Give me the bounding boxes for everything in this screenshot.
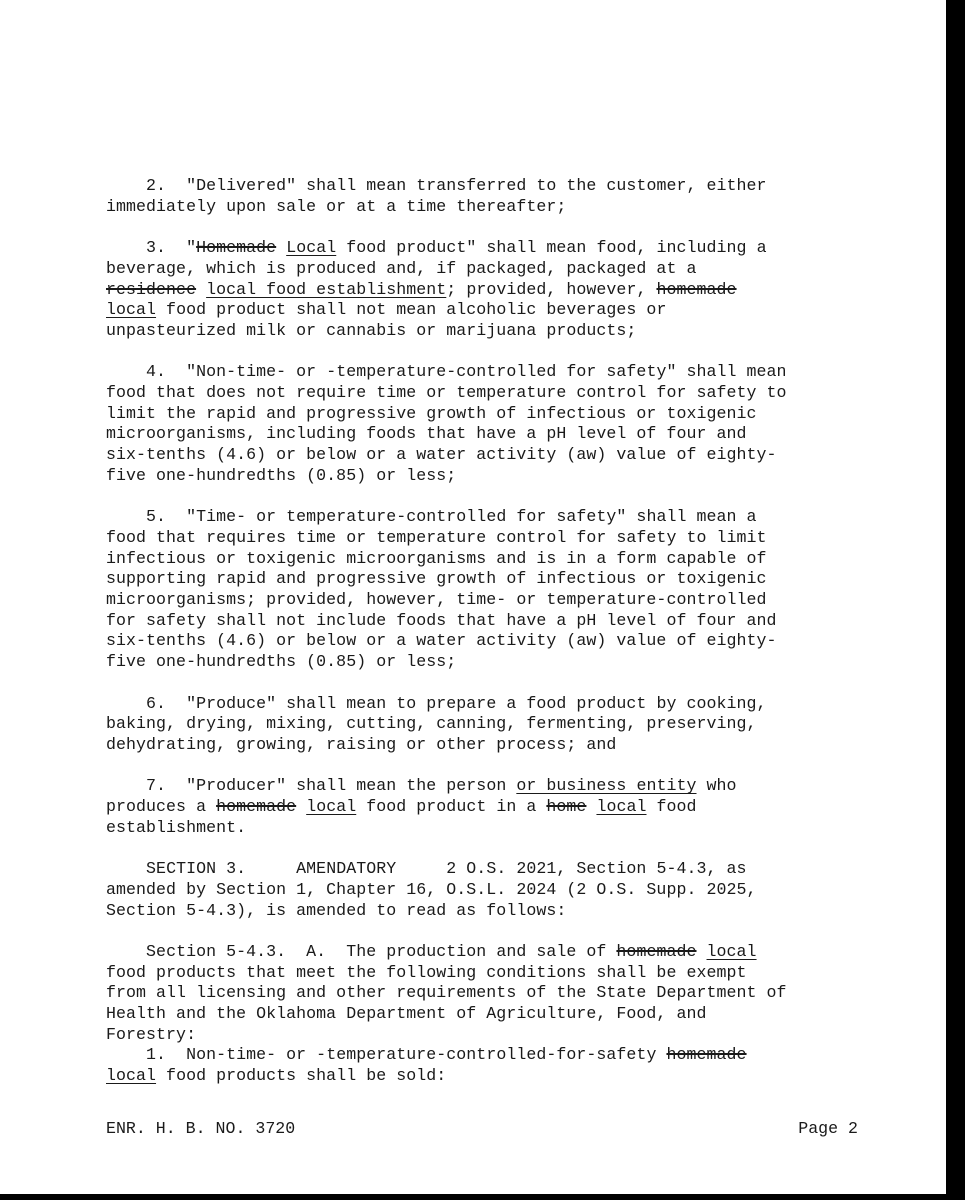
text-run — [276, 238, 286, 257]
text-run: 3. " — [106, 238, 197, 258]
page-number: Page 2 — [798, 1119, 858, 1138]
inserted-text: local — [596, 797, 647, 817]
text-run — [296, 797, 306, 816]
inserted-text: Local — [286, 238, 337, 258]
para-3-local-food-product — [106, 238, 866, 342]
text-run: ; provided, however, — [446, 279, 657, 299]
bill-number: ENR. H. B. NO. 3720 — [106, 1119, 296, 1138]
inserted-text: local food establishment — [206, 279, 447, 299]
struck-text: homemade — [616, 941, 697, 961]
text-run: 5. "Time- or temperature-controlled for safety" shall mean a food that requires time or temperature control for safety to limit infectious or toxigenic microorganisms and is in a form capable of supporting rapid and progressive growth of infectious or toxigenic microorganisms; provided, however, time- or temperature-controlled for safety shall not include foods that have a pH level of four and six-tenths (4.6) or below or a water activity (aw) value of eighty- five one-hundredths (0.85) or less; — [106, 507, 777, 672]
para-7-producer — [106, 776, 866, 838]
text-run: Section 5-4.3. A. The production and sale of — [106, 941, 617, 961]
struck-text: residence — [106, 279, 197, 299]
inserted-text: local — [306, 797, 357, 817]
text-run: 1. Non-time- or -temperature-controlled-for-safety — [106, 1045, 667, 1065]
para-6-produce — [106, 694, 866, 756]
inserted-text: local — [106, 300, 157, 320]
text-run: food establishment. — [106, 797, 697, 837]
para-2-delivered — [106, 176, 866, 217]
text-run — [697, 942, 707, 961]
struck-text: homemade — [666, 1045, 747, 1065]
text-run: who produces a — [106, 776, 737, 817]
struck-text: Homemade — [196, 238, 277, 258]
struck-text: home — [546, 797, 587, 817]
text-run — [586, 797, 596, 816]
text-run: food product shall not mean alcoholic beverages or unpasteurized milk or cannabis or marijuana products; — [106, 300, 667, 340]
text-run: food product" shall mean food, including a beverage, which is produced and, if packaged, packaged at a — [106, 238, 767, 278]
text-run: SECTION 3. AMENDATORY 2 O.S. 2021, Section 5-4.3, as amended by Section 1, Chapter 16, O.S.L. 2024 (2 O.S. Supp. 2025, Section 5-4.3), is amended to read as follows: — [106, 859, 757, 920]
struck-text: homemade — [656, 279, 737, 299]
para-4-non-tcs — [106, 362, 866, 486]
inserted-text: or business entity — [516, 776, 697, 796]
inserted-text: local — [706, 941, 757, 961]
para-5-tcs — [106, 507, 866, 673]
section-5-4-3-a-1 — [106, 1045, 866, 1086]
text-run: 2. "Delivered" shall mean transferred to the customer, either immediately upon sale or at a time thereafter; — [106, 176, 767, 216]
section-3-heading — [106, 859, 866, 921]
text-run: 6. "Produce" shall mean to prepare a food product by cooking, baking, drying, mixing, cutting, canning, fermenting, preserving, dehydrating, growing, raising or other process; and — [106, 693, 767, 754]
document-body — [106, 176, 866, 1108]
text-run: 4. "Non-time- or -temperature-controlled for safety" shall mean food that does not require time or temperature control for safety to limit the rapid and progressive growth of infectious or toxigenic microorganisms, including foods that have a pH level of four and six-tenths (4.6) or below or a water activity (aw) value of eighty- five one-hundredths (0.85) or less; — [106, 362, 787, 485]
text-run: food products shall be sold: — [156, 1066, 447, 1086]
text-run — [196, 280, 206, 299]
text-run: 7. "Producer" shall mean the person — [106, 776, 517, 796]
text-run: food product in a — [356, 797, 547, 817]
section-5-4-3-a — [106, 942, 866, 1046]
inserted-text: local — [106, 1066, 157, 1086]
text-run: food products that meet the following conditions shall be exempt from all licensing and other requirements of the State Department of Health and the Oklahoma Department of Agriculture, Food, and Forestry: — [106, 962, 787, 1044]
struck-text: homemade — [216, 797, 297, 817]
page-footer — [106, 1119, 858, 1139]
